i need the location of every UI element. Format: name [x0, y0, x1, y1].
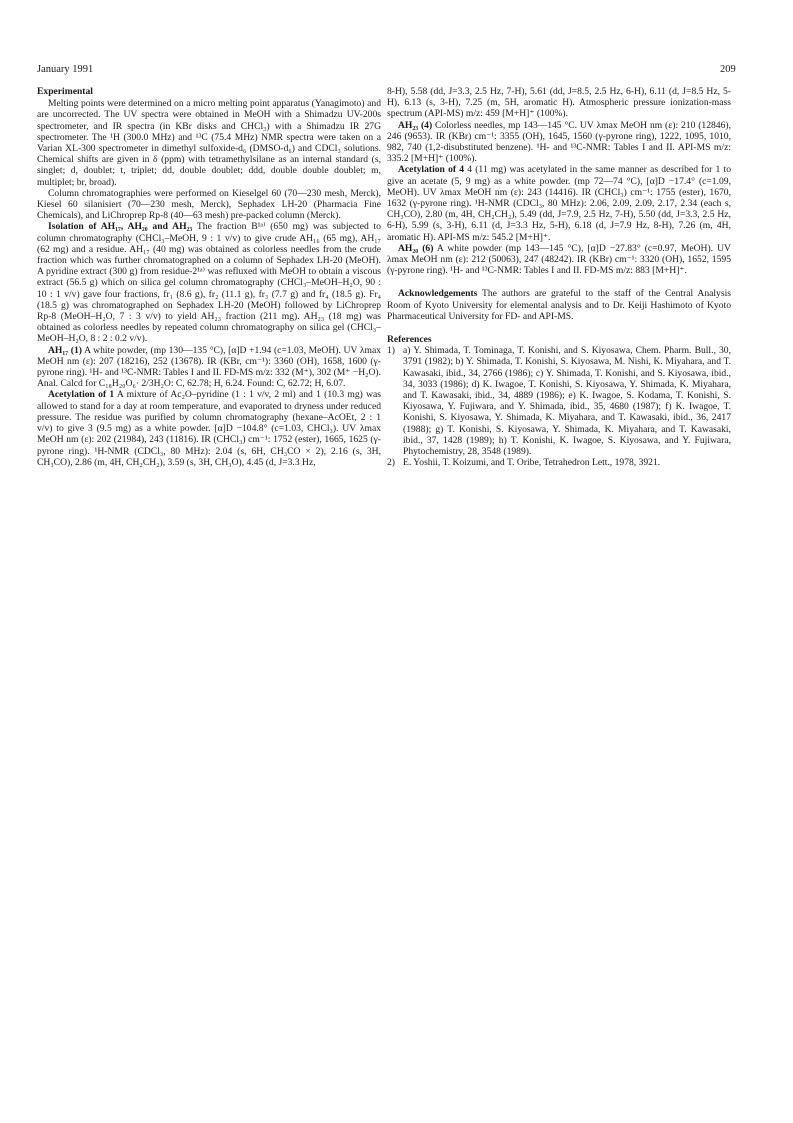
reference-number: 1) — [387, 345, 395, 357]
acknowledgements-text: The authors are grateful to the staff of the Central Analysis Room of Kyoto University for elemental analysis and to Dr. Keiji Hashimoto of Kyoto Pharmaceutical University for FD- and API-MS. — [387, 288, 731, 322]
reference-number: 2) — [387, 457, 395, 469]
reference-item — [387, 345, 731, 457]
ah23-text: Colorless needles, mp 143—145 °C. UV λmax MeOH nm (ε): 210 (12846), 246 (9653). IR (KBr) cm⁻¹: 3355 (OH), 1645, 1560 (γ-pyrone ring), 1222, 1095, 1010, 982, 740 (1,2-disubstituted benzene). ¹H- and ¹³C-NMR: Tables I and II. API-MS m/z: 335.2 [M+H]⁺ (100%). — [387, 119, 731, 165]
ah23-run-in-heading: AH₂₃ (4) — [398, 119, 433, 131]
acknowledgements-heading: Acknowledgements — [398, 288, 478, 300]
ah20-run-in-heading: AH₂₀ (6) — [398, 242, 434, 254]
page-number: 209 — [720, 64, 736, 75]
reference-text: a) Y. Shimada, T. Tominaga, T. Konishi, and S. Kiyosawa, Chem. Pharm. Bull., 30, 3791 (1982); b) Y. Shimada, T. Konishi, S. Kiyosawa, M. Nishi, K. Miyahara, and T. Kawasaki, ibid., 34, 2766 (1986); c) Y. Shimada, T. Konishi, and S. Kiyosawa, ibid., 34, 3033 (1986); d) K. Iwagoe, T. Konishi, S. Kiyosawa, Y. Shimada, K. Miyahara, and T. Kawasaki, ibid., 34, 4889 (1986); e) K. Iwagoe, S. Kodama, T. Konishi, S. Kiyosawa, Y. Fujiwara, and Y. Shimada, ibid., 35, 4680 (1987); f) K. Iwagoe, T. Konishi, S. Kiyosawa, Y. Shimada, K. Miyahara, and T. Kawasaki, ibid., 36, 2417 (1988); g) T. Konishi, S. Kiyosawa, Y. Shimada, K. Miyahara, and T. Kawasaki, ibid., 37, 1428 (1989); h) T. Konishi, K. Iwagoe, S. Kiyosawa, and Y. Fujiwara, Phytochemistry, 28, 3548 (1989). — [403, 345, 731, 458]
reference-text: E. Yoshii, T. Koizumi, and T. Oribe, Tetrahedron Lett., 1978, 3921. — [403, 457, 661, 469]
acetylation-1-text: A mixture of Ac₂O–pyridine (1 : 1 v/v, 2 ml) and 1 (10.3 mg) was allowed to stand for a day at room temperature, and evaporated to dryness under reduced pressure. The residue was purified by column chromatography (hexane–AcOEt, 2 : 1 v/v) to give 3 (9.5 mg) as a white powder. [α]D −104.8° (c=1.03, CHCl₃). UV λmax MeOH nm (ε): 202 (21984), 243 (11816). IR (CHCl₃) cm⁻¹: 1752 (ester), 1665, 1625 (γ-pyrone ring). ¹H-NMR (CDCl₃, 80 MHz): 2.04 (s, 6H, CH₃CO × 2), 2.16 (s, 3H, CH₃CO), 2.86 (m, 4H, CH₂CH₂), 3.59 (s, 3H, CH₃O), 4.45 (d, J=3.3 Hz, — [37, 389, 381, 468]
acetylation-1-paragraph — [37, 389, 381, 467]
acetylation-4-run-in-heading: Acetylation of 4 — [398, 164, 465, 176]
isolation-run-in-heading: Isolation of AH₁₇, AH₂₀ and AH₂₃ — [48, 221, 193, 233]
experimental-paragraph-chromatography: Column chromatographies were performed on Kieselgel 60 (70—230 mesh, Merck), Kiesel 60 silanisiert (70—230 mesh, Merck), Sephadex LH-20 (Pharmacia Fine Chemicals), and LiChroprep Rp-8 (40—63 mesh) pre-packed column (Merck). — [37, 187, 381, 222]
running-header-date: January 1991 — [37, 64, 94, 75]
references-heading: References — [387, 334, 432, 346]
ah20-text: A white powder (mp 143—145 °C), [α]D −27.83° (c=0.97, MeOH). UV λmax MeOH nm (ε): 212 (50063), 247 (48242). IR (KBr) cm⁻¹: 3320 (OH), 1652, 1595 (γ-pyrone ring). ¹H- and ¹³C-NMR: Tables I and II. FD-MS m/z: 883 [M+H]⁺. — [387, 242, 731, 277]
acetylation-4-paragraph — [387, 164, 731, 242]
acetylation-1-run-in-heading: Acetylation of 1 — [48, 389, 115, 401]
ah17-run-in-heading: AH₁₇ (1) — [48, 344, 82, 356]
reference-item — [387, 457, 731, 468]
isolation-text: The fraction B¹ᵃ⁾ (650 mg) was subjected to column chromatography (CHCl₃–MeOH, 9 : 1 v/v) to give crude AH₁₆ (65 mg), AH₁₇ (62 mg) and a residue. AH₁₇ (40 mg) was obtained as colorless needles from the crude fraction which was further chromatographed on a column of Sephadex LH-20 (MeOH). A pyridine extract (300 g) from residue-2¹ᵃ⁾ was refluxed with MeOH to obtain a viscous extract (56.5 g) which on silica gel column chromatography (CHCl₃–MeOH–H₂O, 90 : 10 : 1 v/v) gave four fractions, fr₁ (8.6 g), fr₂ (11.1 g), fr₃ (7.7 g) and fr₄ (18.5 g). Fr₄ (18.5 g) was chromatographed on Sephadex LH-20 (MeOH) followed by LiChroprep Rp-8 (MeOH–H₂O, 7 : 3 v/v) to yield AH₂₃ fraction (211 mg). AH₂₃ (18 mg) was obtained as colorless needles by repeated column chromatography on silica gel (CHCl₃–MeOH–H₂O, 8 : 2 : 0.2 v/v). — [37, 221, 381, 345]
ah17-text: A white powder, (mp 130—135 °C), [α]D +1.94 (c=1.03, MeOH). UV λmax MeOH nm (ε): 207 (18216), 252 (13678). IR (KBr, cm⁻¹): 3360 (OH), 1658, 1600 (γ-pyrone ring). ¹H- and ¹³C-NMR: Tables I and II. FD-MS m/z: 332 (M⁺), 302 (M⁺ −H₂O). Anal. Calcd for C₁₈H₂₀O₆· 2/3H₂O: C, 62.78; H, 6.24. Found: C, 62.72; H, 6.07. — [37, 344, 382, 390]
right-column — [387, 86, 731, 469]
experimental-paragraph-instruments: Melting points were determined on a micro melting point apparatus (Yanagimoto) and are uncorrected. The UV spectra were obtained in MeOH with a Shimadzu UV-200s spectrometer, and IR spectra (in KBr disks and CHCl₃) with a Shimadzu IR 27G spectrometer. The ¹H (300.0 MHz) and ¹³C (75.4 MHz) NMR spectra were taken on a Varian XL-300 spectrometer in dimethyl sulfoxide-d₆ (DMSO-d₆) and CDCl₃ solutions. Chemical shifts are given in δ (ppm) with tetramethylsilane as an internal standard (s, singlet; d, doublet; t, triplet; dd, double doublet; ddd, double double doublet; m, multiplet; br, broad). — [37, 98, 381, 188]
ah17-paragraph — [37, 345, 381, 390]
isolation-paragraph — [37, 221, 381, 344]
acknowledgements-paragraph — [387, 288, 731, 322]
ah23-paragraph — [387, 120, 731, 165]
left-column — [37, 86, 381, 468]
ah20-paragraph — [387, 243, 731, 277]
experimental-heading: Experimental — [37, 86, 93, 97]
acetylation-4-text: 4 (11 mg) was acetylated in the same manner as described for 1 to give an acetate (5, 9 mg) as a white powder. (mp 72—74 °C), [α]D −17.4° (c=1.09, MeOH). UV λmax MeOH nm (ε): 243 (14416). IR (CHCl₃) cm⁻¹: 1755 (ester), 1670, 1632 (γ-pyrone ring). ¹H-NMR (CDCl₃, 80 MHz): 2.06, 2.09, 2.09, 2.17, 2.34 (each s, CH₃CO), 2.80 (m, 4H, CH₂CH₂), 5.49 (dd, J=7.9, 2.5 Hz, 7-H), 5.50 (dd, J=3.3, 2.5 Hz, 6-H), 5.99 (s, 3-H), 6.11 (d, J=3.3 Hz, 5-H), 6.18 (d, J=7.9 Hz, 8-H), 7.26 (m, 4H, aromatic H). API-MS m/z: 545.2 [M+H]⁺. — [387, 164, 731, 243]
continuation-paragraph: 8-H), 5.58 (dd, J=3.3, 2.5 Hz, 7-H), 5.61 (dd, J=8.5, 2.5 Hz, 6-H), 6.11 (d, J=8.5 Hz, 5-H), 6.13 (s, 3-H), 7.25 (m, 5H, aromatic H). Atmospheric pressure ionization-mass spectrum (API-MS) m/z: 459 [M+H]⁺ (100%). — [387, 86, 731, 120]
